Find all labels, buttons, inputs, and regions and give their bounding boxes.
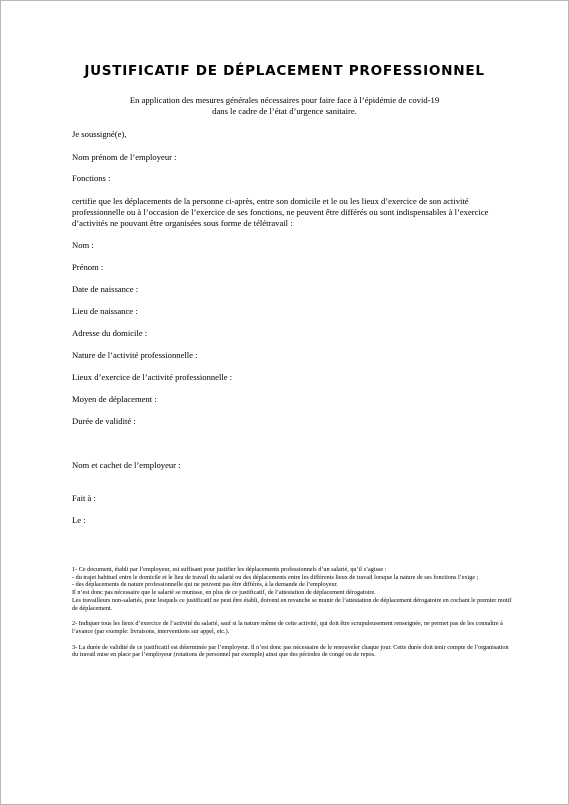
certification-paragraph: certifie que les déplacements de la personne ci-après, entre son domicile et le ou les lieux d’exercice de son activité professionnelle ou à l’occasion de l’exercice de ses fonctions, ne peuvent être différés ou sont indispensables à l’exercice d’activités ne pouvant être organisées sous forme de télétravail : <box>72 196 489 228</box>
note-1-intro: 1- Ce document, établi par l’employeur, est suffisant pour justifier les déplacements professionnels d’un salarié, qu’il s’agisse : <box>72 566 387 573</box>
validity-duration-label: Durée de validité : <box>72 416 136 426</box>
intro-line-2: dans le cadre de l’état d’urgence sanitaire. <box>212 106 357 116</box>
birth-date-label: Date de naissance : <box>72 284 139 294</box>
employer-stamp-label: Nom et cachet de l’employeur : <box>72 460 181 470</box>
document-title: JUSTIFICATIF DE DÉPLACEMENT PROFESSIONNEL <box>84 63 485 79</box>
note-1-no-attestation: Il n’est donc pas nécessaire que le salarié se munisse, en plus de ce justificatif, de l’attestation de déplacement dérogatoire. <box>72 589 376 597</box>
last-name-label: Nom : <box>72 240 94 250</box>
employer-name-label: Nom prénom de l’employeur : <box>72 152 177 162</box>
work-places-label: Lieux d’exercice de l’activité professionnelle : <box>72 372 233 382</box>
footnotes <box>72 566 512 659</box>
first-name-label: Prénom : <box>72 262 104 272</box>
transport-means-label: Moyen de déplacement : <box>72 394 157 404</box>
note-2: 2- Indiquer tous les lieux d’exercice de l’activité du salarié, sauf si la nature même de cette activité, qui doit être scrupuleusement renseignée, ne permet pas de les connaître à l’avance (par exemple: livraisons, interventions sur appel, etc.). <box>72 620 503 635</box>
home-address-label: Adresse du domicile : <box>72 328 148 338</box>
note-1-commute: - du trajet habituel entre le domicile et le lieu de travail du salarié ou des déplacements entre les différents lieux de travail lorsque la nature de ses fonctions l’exige ; <box>72 573 479 581</box>
intro-text <box>61 95 508 117</box>
note-3: 3- La durée de validité de ce justificatif est déterminée par l’employeur. Il n’est donc pas nécessaire de le renouveler chaque jour. Cette durée doit tenir compte de l’organisation du travail mise en place par l’employeur (rotations de personnel par exemple) ainsi que des périodes de congé ou de repos. <box>72 643 509 659</box>
functions-label: Fonctions : <box>72 173 111 183</box>
birth-place-label: Lieu de naissance : <box>72 306 138 316</box>
date-label: Le : <box>72 515 86 525</box>
note-1-non-salaried: Les travailleurs non-salariés, pour lesquels ce justificatif ne peut être établi, doivent en revanche se munir de l’attestation de déplacement dérogatoire en cochant le premier motif de déplacement. <box>72 596 512 612</box>
activity-nature-label: Nature de l’activité professionnelle : <box>72 350 198 360</box>
intro-line-1: En application des mesures générales nécessaires pour faire face à l’épidémie de covid-19 <box>129 95 440 105</box>
done-at-label: Fait à : <box>72 493 96 503</box>
soussigne-label: Je soussigné(e), <box>72 129 127 139</box>
note-1-business-travel: - des déplacements de nature professionnelle qui ne peuvent pas être différés, à la demande de l’employeur. <box>72 581 338 589</box>
